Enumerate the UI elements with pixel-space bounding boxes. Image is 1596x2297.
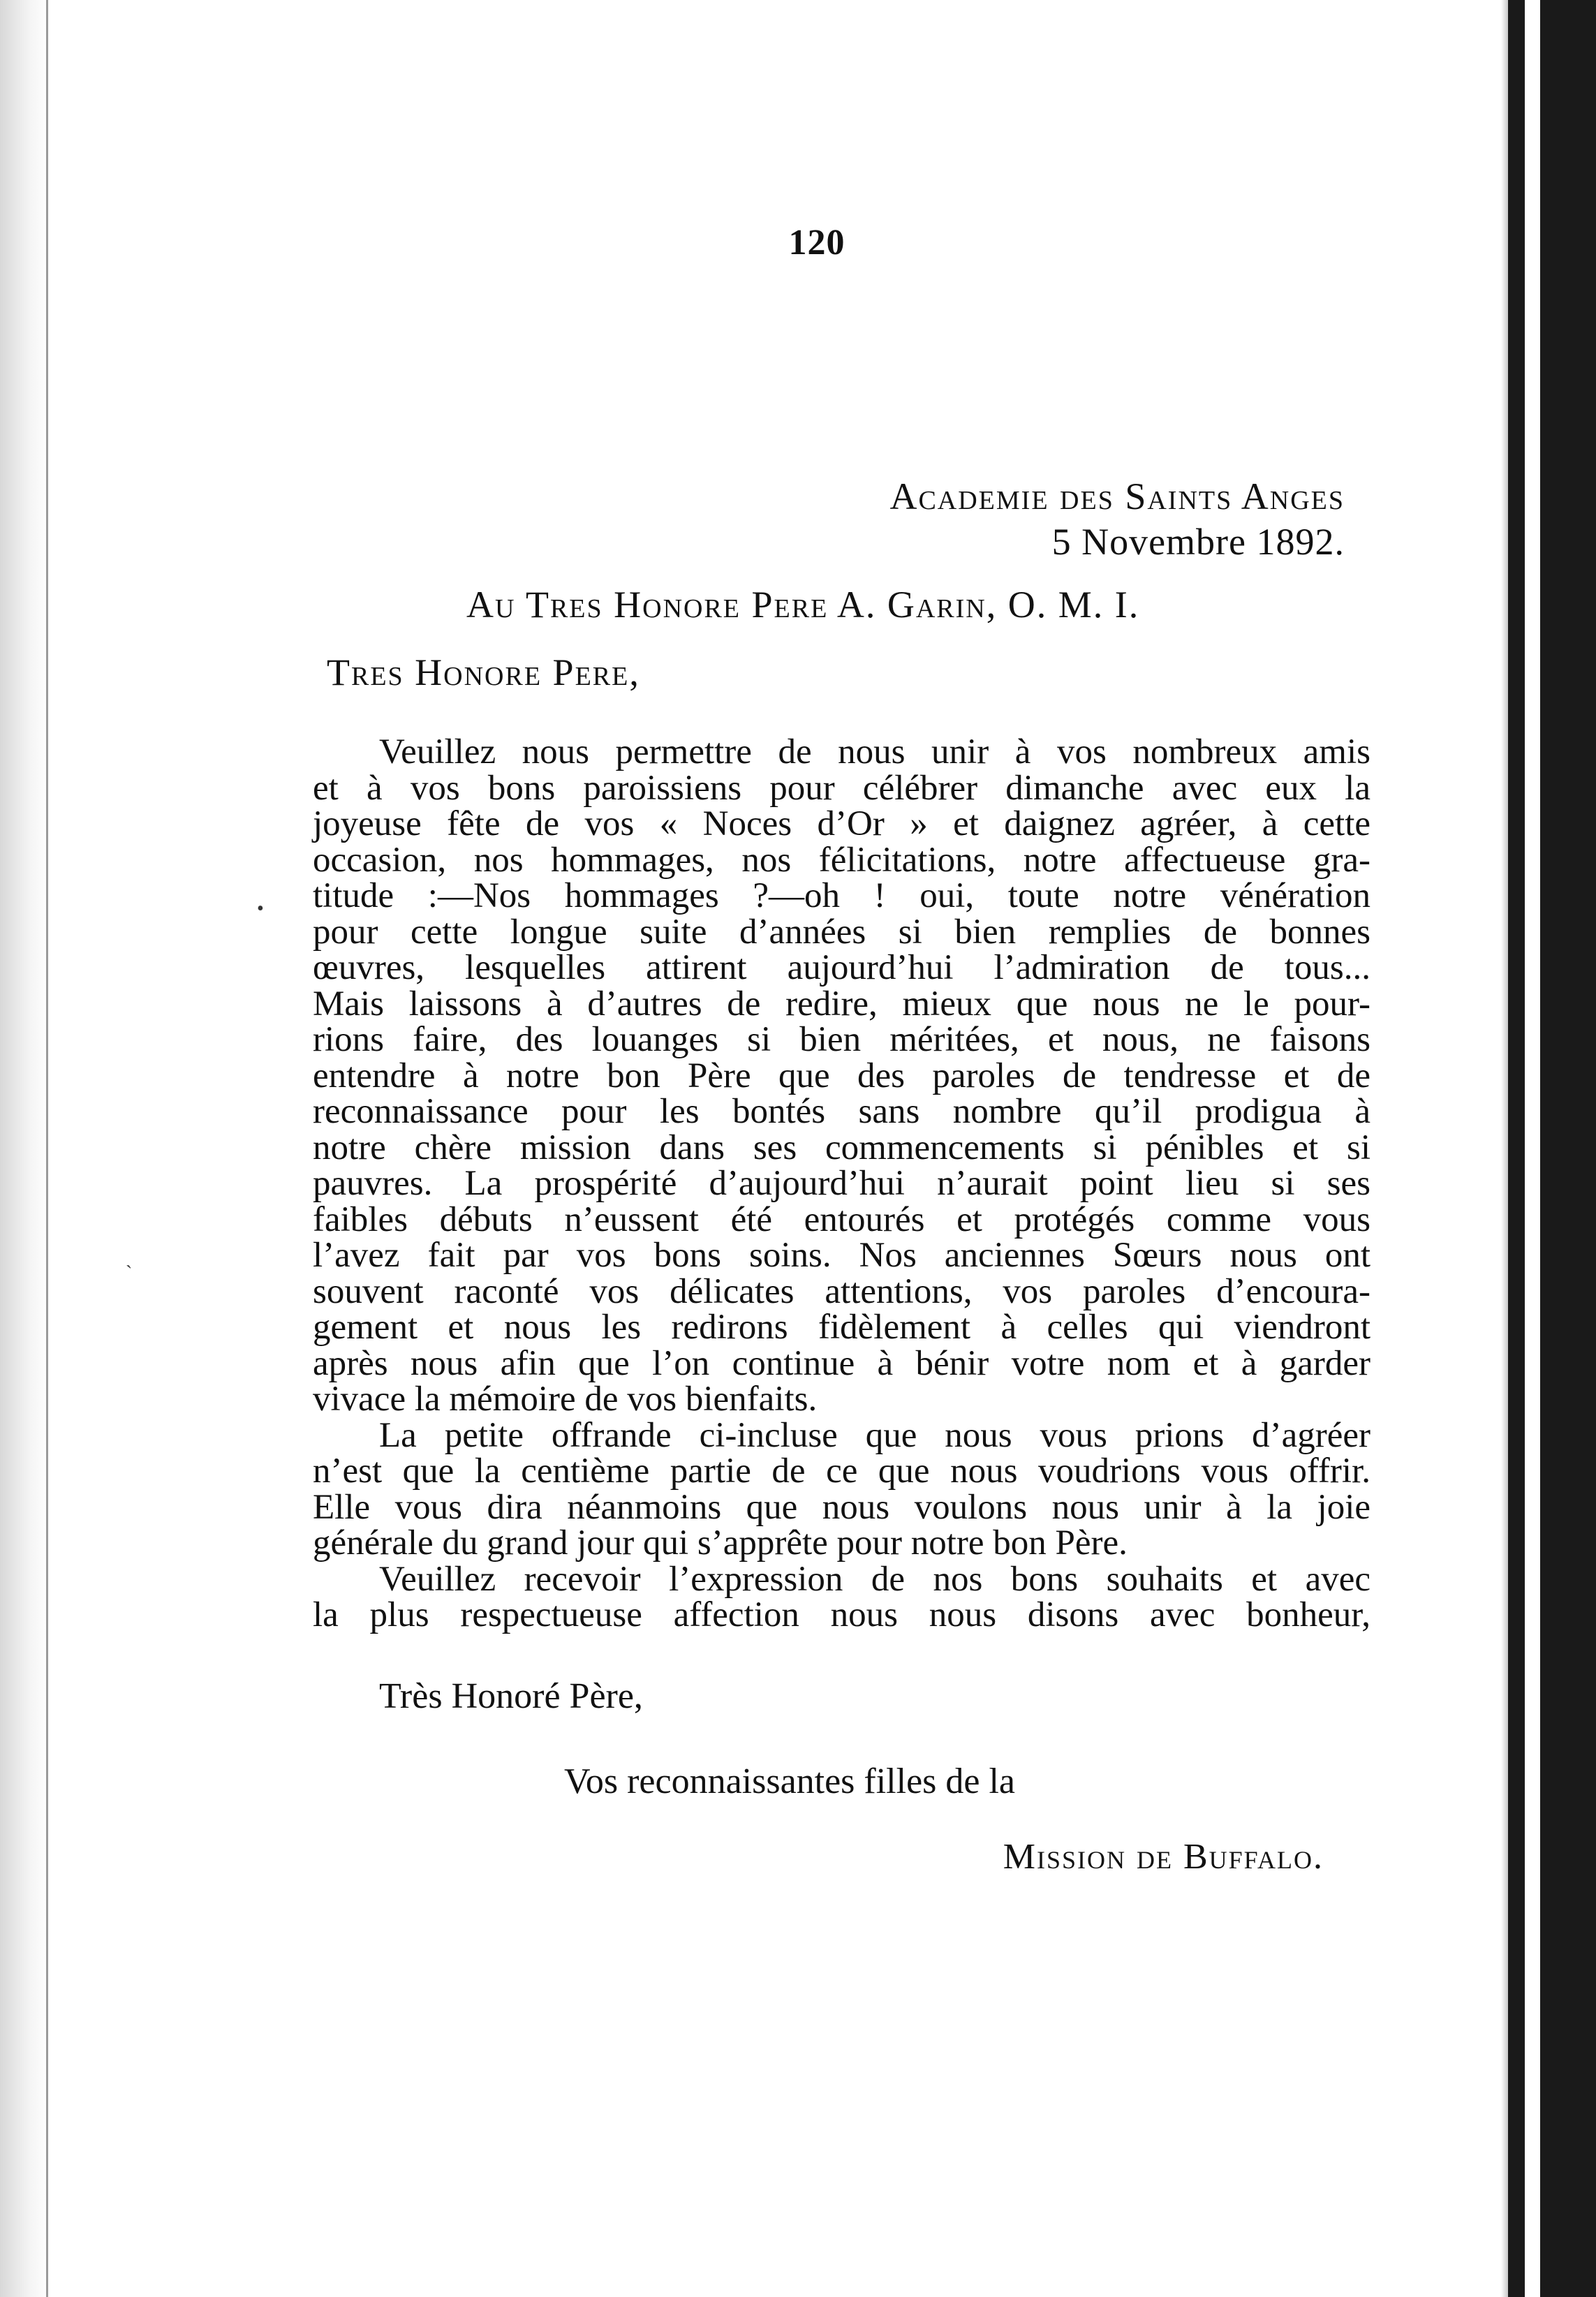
- body-line: entendre à notre bon Père que des paroles de tendresse et de: [313, 1056, 1370, 1095]
- body-line: après nous afin que l’on continue à bénir votre nom et à garder: [313, 1343, 1370, 1383]
- page-right-gap: [1525, 0, 1540, 2297]
- academy-heading: Academie des Saints Anges: [889, 475, 1345, 517]
- body-line: pauvres. La prospérité d’aujourd’hui n’aurait point lieu si ses: [313, 1164, 1370, 1203]
- body-line: œuvres, lesquelles attirent aujourd’hui l’admiration de tous...: [313, 948, 1370, 987]
- closing-line: Vos reconnaissantes filles de la: [564, 1761, 1015, 1801]
- body-line: reconnaissance pour les bontés sans nombre qu’il prodigua à: [313, 1092, 1370, 1131]
- margin-mark: •: [257, 898, 264, 919]
- signature: Mission de Buffalo.: [1003, 1837, 1324, 1877]
- body-line: occasion, nos hommages, nos félicitations, notre affectueuse gra-: [313, 840, 1370, 880]
- closing-salutation: Très Honoré Père,: [379, 1676, 643, 1716]
- body-line: faibles débuts n’eussent été entourés et protégés comme vous: [313, 1199, 1370, 1239]
- body-line: pour cette longue suite d’années si bien remplies de bonnes: [313, 912, 1370, 952]
- body-line: rions faire, des louanges si bien méritées, et nous, ne faisons: [313, 1020, 1370, 1059]
- body-line: souvent raconté vos délicates attentions, vos paroles d’encoura-: [313, 1271, 1370, 1311]
- body-line: vivace la mémoire de vos bienfaits.: [313, 1380, 818, 1419]
- page-right-edge: [1508, 0, 1596, 2297]
- margin-mark: `: [126, 1262, 133, 1284]
- body-line: la plus respectueuse affection nous nous disons avec bonheur,: [313, 1595, 1370, 1634]
- letter-date: 5 Novembre 1892.: [1051, 521, 1345, 563]
- page-left-edge: [0, 0, 49, 2297]
- page-number: 120: [788, 223, 845, 263]
- body-line: titude :—Nos hommages ?—oh ! oui, toute notre vénération: [313, 876, 1370, 915]
- salutation: Tres Honore Pere,: [327, 651, 640, 693]
- binding-line: [46, 0, 48, 2297]
- body-line: générale du grand jour qui s’apprête pour notre bon Père.: [313, 1523, 1128, 1563]
- letter-body: [313, 734, 1370, 1634]
- body-line: n’est que la centième partie de ce que nous voudrions vous offrir.: [313, 1452, 1370, 1491]
- body-line: Veuillez recevoir l’expression de nos bons souhaits et avec: [379, 1559, 1370, 1599]
- body-line: et à vos bons paroissiens pour célébrer dimanche avec eux la: [313, 768, 1370, 808]
- body-line: notre chère mission dans ses commencements si pénibles et si: [313, 1128, 1370, 1167]
- body-line: gement et nous les redirons fidèlement à celles qui viendront: [313, 1308, 1370, 1347]
- addressee-line: Au Tres Honore Pere A. Garin, O. M. I.: [466, 584, 1140, 626]
- body-line: Elle vous dira néanmoins que nous voulons nous unir à la joie: [313, 1487, 1370, 1527]
- body-line: l’avez fait par vos bons soins. Nos anciennes Sœurs nous ont: [313, 1236, 1370, 1275]
- body-line: Mais laissons à d’autres de redire, mieux que nous ne le pour-: [313, 984, 1370, 1024]
- body-line: Veuillez nous permettre de nous unir à vos nombreux amis: [379, 732, 1370, 771]
- body-line: joyeuse fête de vos « Noces d’Or » et daignez agréer, à cette: [313, 804, 1370, 843]
- body-line: La petite offrande ci-incluse que nous vous prions d’agréer: [379, 1415, 1370, 1455]
